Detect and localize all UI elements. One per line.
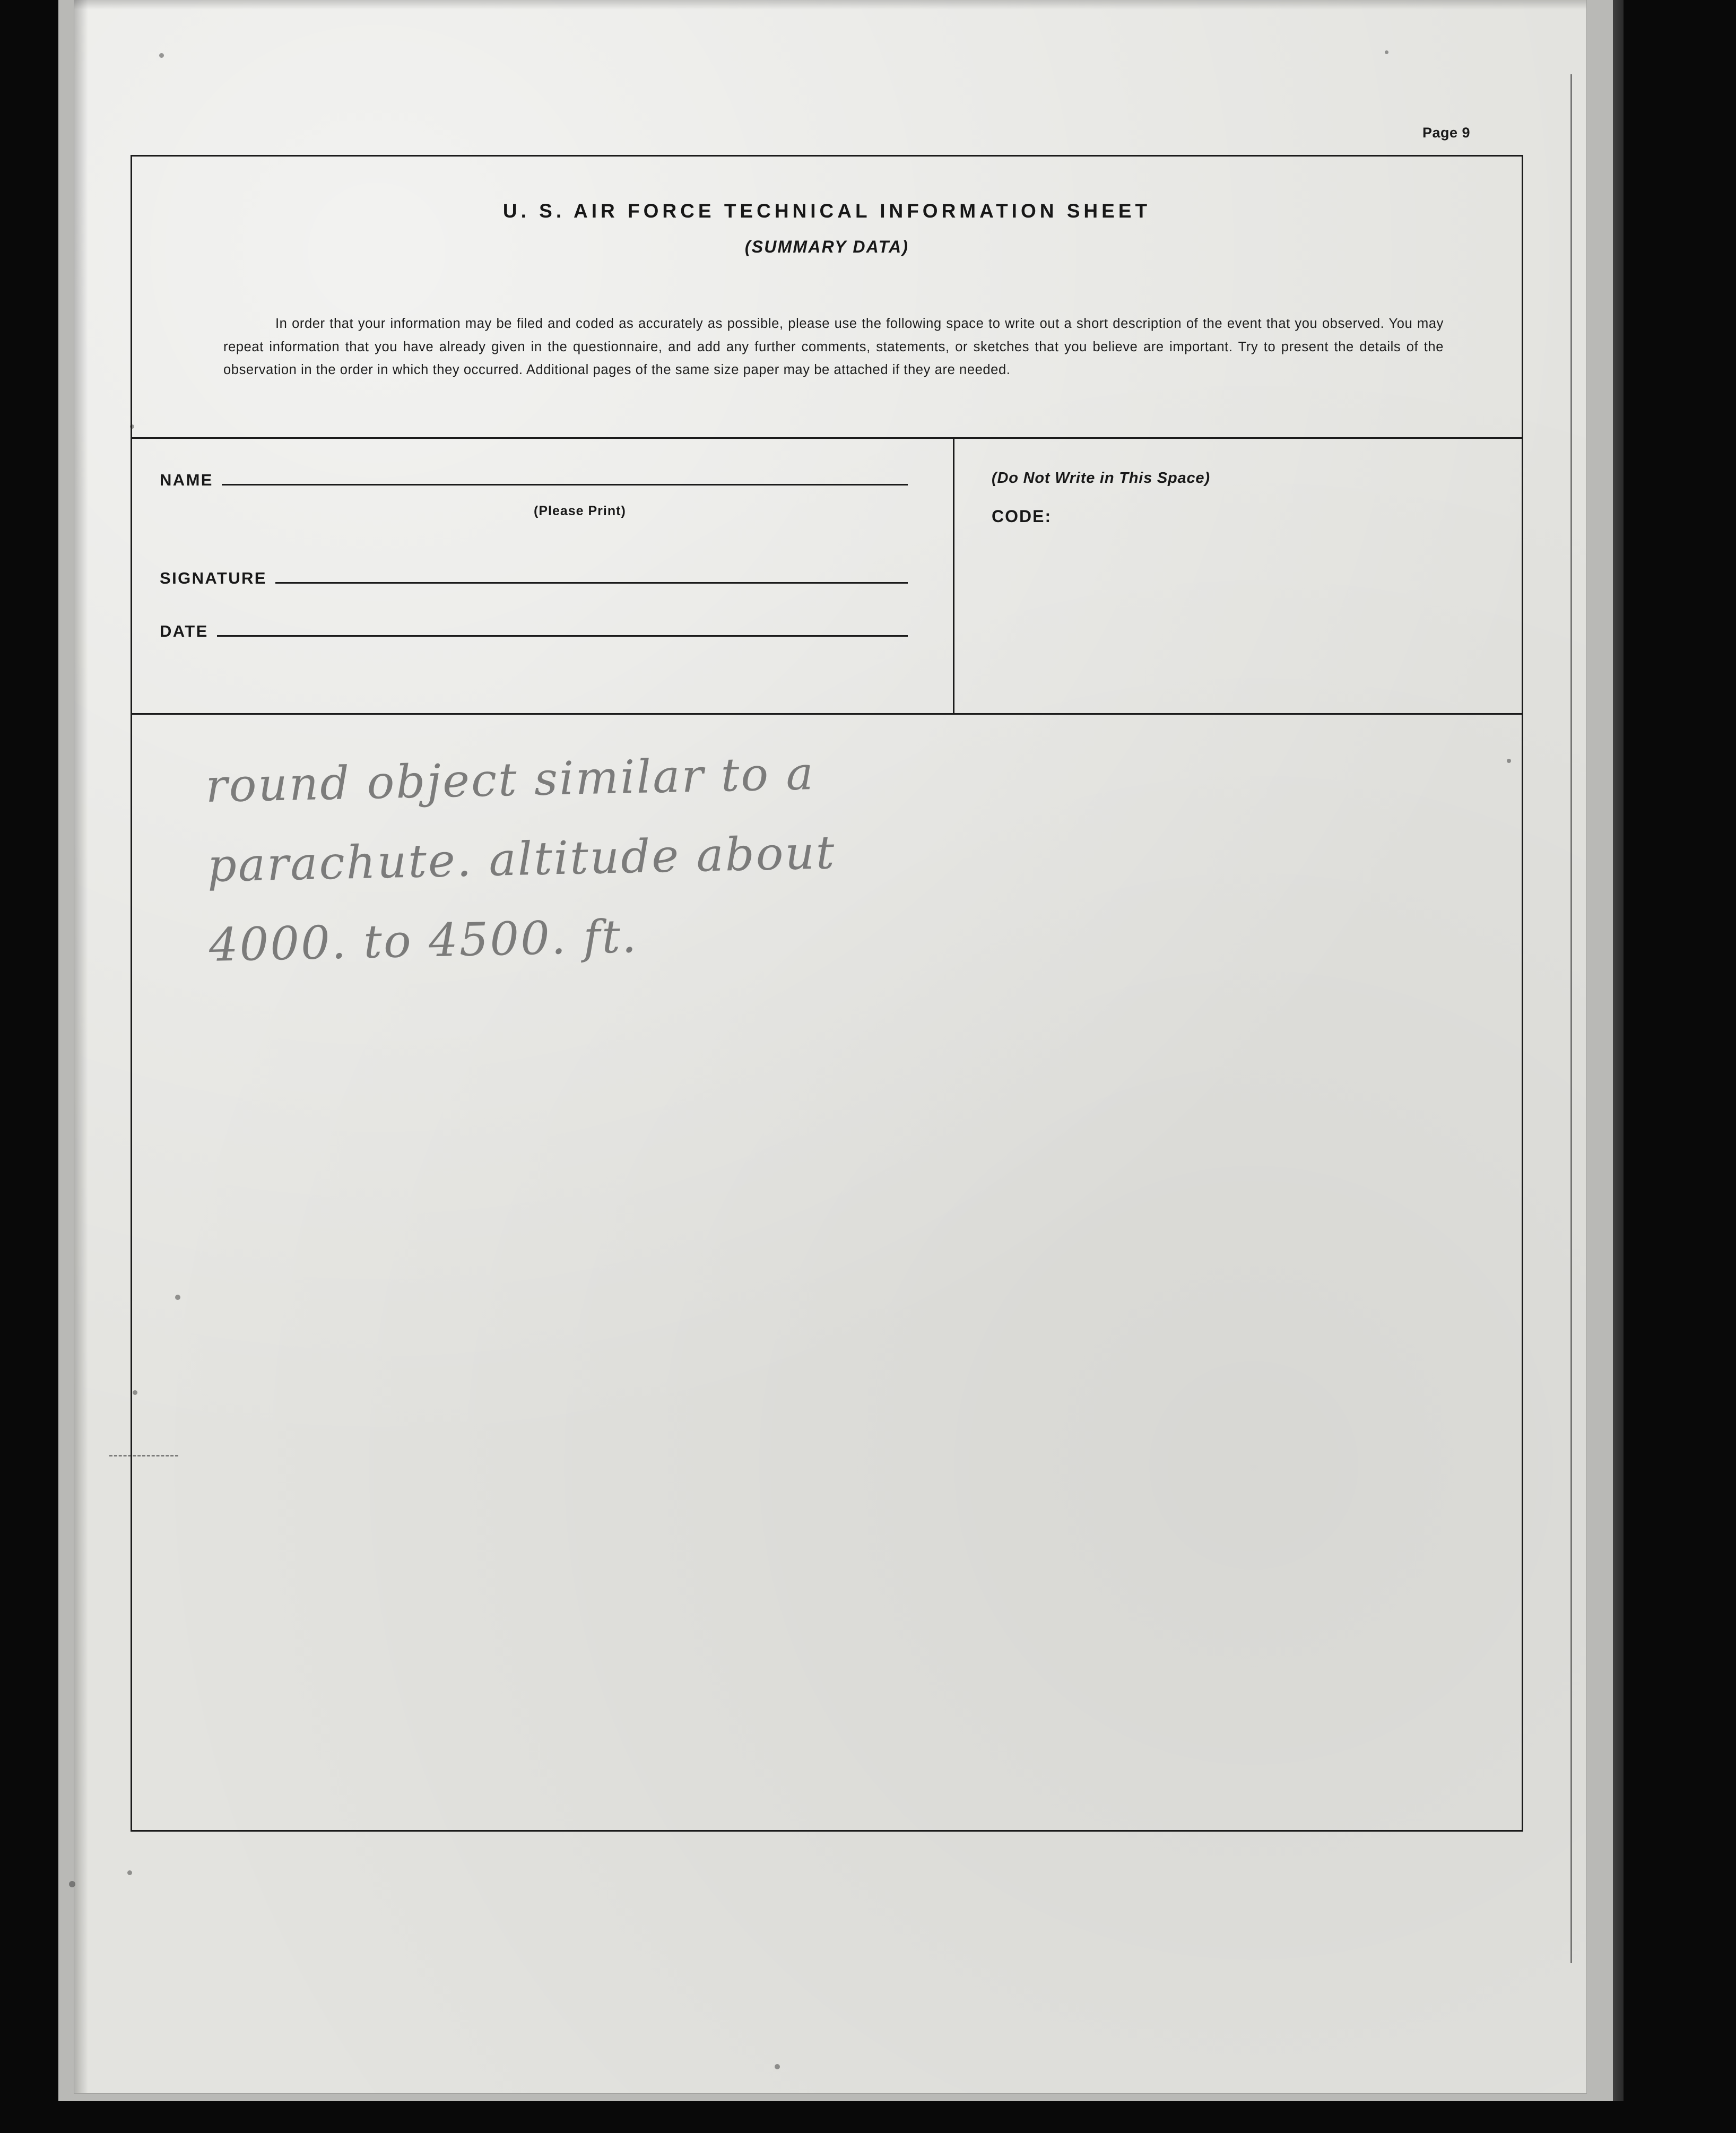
- do-not-write-notice: (Do Not Write in This Space): [992, 470, 1210, 487]
- page-left-edge-shadow: [74, 0, 88, 2093]
- scan-speck: [69, 1881, 75, 1887]
- signature-field[interactable]: [160, 569, 908, 588]
- page-fold-line: [1570, 74, 1572, 1963]
- identity-fields: [131, 439, 954, 715]
- form-title: U. S. AIR FORCE TECHNICAL INFORMATION SHEET: [502, 200, 1151, 222]
- instruction-text: [223, 313, 1444, 382]
- please-print-hint: (Please Print): [534, 504, 626, 518]
- handwritten-summary: round object similar to a parachute. altitude about 4000. to 4500. ft.: [205, 747, 837, 972]
- summary-writing-area[interactable]: [131, 715, 1523, 1832]
- page-number: Page 9: [1422, 125, 1470, 141]
- date-label: DATE: [160, 622, 209, 640]
- scan-speck: [775, 2064, 780, 2069]
- page-top-edge-shadow: [74, 0, 1586, 10]
- office-use-block: [954, 439, 1523, 715]
- instruction-block: [131, 155, 1523, 439]
- instruction-body: In order that your information may be filed and coded as accurately as possible, please use the following space to write out a short description of the event that you observed. You may repeat information that you have already given in the questionnaire, and add any further comments, statements, or sketches that you believe are important. Try to present the details of the observation in the order in which they occurred. Additional pages of the same size paper may be attached if they are needed.: [223, 316, 1444, 377]
- form-subtitle: (SUMMARY DATA): [744, 237, 909, 256]
- name-input-rule[interactable]: [222, 483, 908, 485]
- signature-label: SIGNATURE: [160, 569, 267, 587]
- code-label: CODE:: [992, 507, 1052, 526]
- name-label: NAME: [160, 471, 213, 489]
- signature-input-rule[interactable]: [275, 582, 908, 584]
- name-field[interactable]: [160, 471, 908, 490]
- scan-dash-mark: [109, 1455, 178, 1456]
- form-page: [99, 16, 1563, 2064]
- identity-row: [131, 439, 1523, 715]
- date-field[interactable]: [160, 622, 908, 641]
- date-input-rule[interactable]: [217, 635, 908, 637]
